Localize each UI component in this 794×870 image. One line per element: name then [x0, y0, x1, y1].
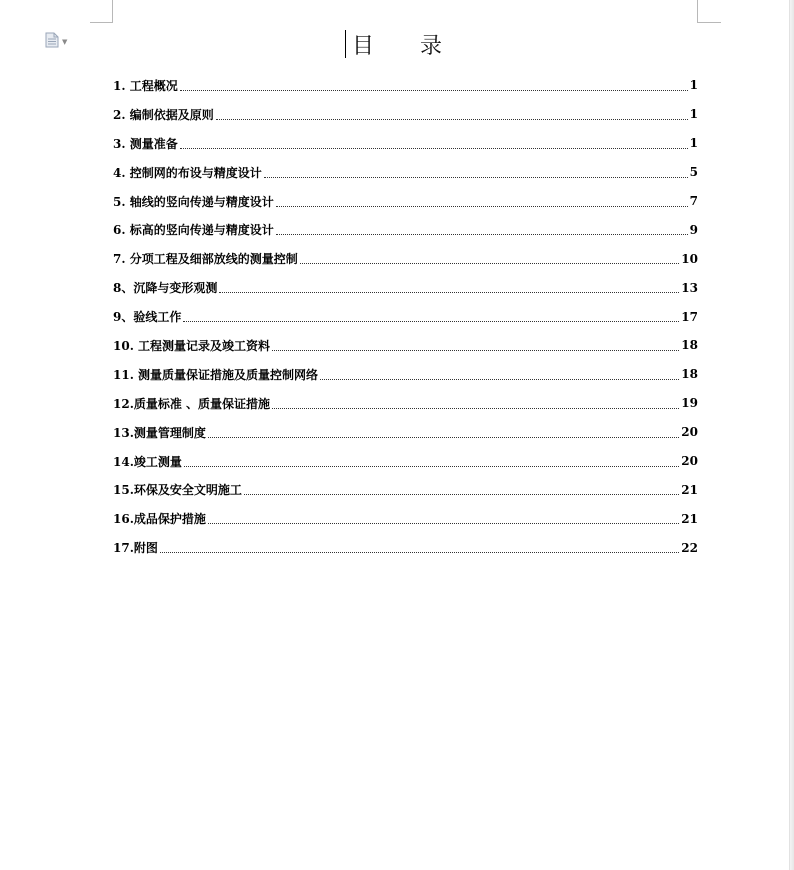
crop-mark-top-right-h [697, 22, 721, 23]
toc-entry[interactable] [113, 533, 698, 562]
toc-entry-page: 22 [681, 540, 698, 555]
toc-entry-label: 10. 工程测量记录及竣工资料 [113, 338, 271, 353]
toc-entry-label: 4. 控制网的布设与精度设计 [113, 165, 262, 180]
toc-entry[interactable] [113, 360, 698, 389]
toc-leader [208, 437, 679, 438]
toc-entry-page: 9 [689, 222, 698, 237]
toc-entry[interactable] [113, 215, 698, 244]
crop-mark-top-left-v [112, 0, 113, 23]
toc-leader [264, 177, 688, 178]
toc-leader [184, 466, 679, 467]
toc-entry[interactable] [113, 475, 698, 504]
toc-leader [276, 234, 688, 235]
toc-entry-page: 21 [681, 511, 698, 526]
toc-leader [216, 119, 688, 120]
toc-leader [272, 350, 679, 351]
toc-entry-page: 13 [681, 280, 698, 295]
toc-entry-page: 20 [681, 454, 698, 469]
toc-entry-page: 20 [681, 425, 698, 440]
toc-entry[interactable] [113, 447, 698, 476]
toc-entry[interactable] [113, 158, 698, 187]
toc-entry-page: 17 [681, 309, 698, 324]
toc-entry[interactable] [113, 187, 698, 216]
text-cursor [345, 30, 346, 58]
page-title [0, 29, 794, 60]
toc-entry-label: 14.竣工测量 [113, 454, 182, 469]
toc-entry[interactable] [113, 129, 698, 158]
toc-entry-label: 6. 标高的竖向传递与精度设计 [113, 223, 274, 238]
toc-entry-label: 11. 测量质量保证措施及质量控制网络 [113, 367, 319, 382]
table-of-contents [113, 71, 698, 562]
toc-leader [180, 90, 688, 91]
toc-leader [208, 523, 679, 524]
toc-entry[interactable] [113, 244, 698, 273]
toc-entry[interactable] [113, 331, 698, 360]
toc-entry-label: 17.附图 [113, 541, 158, 556]
toc-entry-page: 18 [681, 338, 698, 353]
toc-entry-label: 13.测量管理制度 [113, 425, 206, 440]
toc-entry-label: 9、验线工作 [113, 310, 182, 325]
crop-mark-top-right-v [697, 0, 698, 23]
toc-leader [276, 206, 688, 207]
toc-leader [300, 263, 680, 264]
title-char-1: 目 [351, 34, 374, 59]
toc-entry-label: 2. 编制依据及原则 [113, 107, 214, 122]
crop-mark-top-left-h [90, 22, 113, 23]
toc-leader [320, 379, 679, 380]
toc-entry[interactable] [113, 389, 698, 418]
toc-entry-page: 19 [681, 396, 698, 411]
toc-entry-label: 12.质量标准 、质量保证措施 [113, 396, 271, 411]
toc-entry-label: 1. 工程概况 [113, 78, 178, 93]
toc-entry[interactable] [113, 302, 698, 331]
page-right-edge [789, 0, 794, 870]
toc-entry-page: 5 [689, 165, 698, 180]
toc-entry-page: 1 [689, 107, 698, 122]
toc-entry[interactable] [113, 504, 698, 533]
chevron-down-icon: ▼ [62, 38, 68, 46]
toc-entry-page: 7 [689, 194, 698, 208]
toc-entry-label: 7. 分项工程及细部放线的测量控制 [113, 252, 298, 267]
toc-entry-label: 8、沉降与变形观测 [113, 281, 218, 296]
toc-leader [219, 292, 679, 293]
toc-entry[interactable] [113, 418, 698, 447]
toc-entry-label: 3. 测量准备 [113, 136, 178, 151]
toc-entry-page: 18 [681, 367, 698, 382]
toc-leader [272, 408, 679, 409]
toc-entry-page: 1 [689, 78, 698, 93]
toc-leader [160, 552, 679, 553]
toc-entry-label: 16.成品保护措施 [113, 512, 206, 527]
toc-entry[interactable] [113, 100, 698, 129]
toc-entry-label: 5. 轴线的竖向传递与精度设计 [113, 194, 274, 209]
toc-leader [244, 494, 679, 495]
toc-leader [183, 321, 679, 322]
toc-entry-page: 10 [681, 251, 698, 266]
toc-leader [180, 148, 688, 149]
toc-entry-page: 1 [689, 136, 698, 151]
toc-entry[interactable] [113, 273, 698, 302]
toc-entry-page: 21 [681, 482, 698, 497]
toc-entry-label: 15.环保及安全文明施工 [113, 483, 242, 498]
title-char-2: 录 [420, 34, 443, 59]
toc-entry[interactable] [113, 71, 698, 100]
